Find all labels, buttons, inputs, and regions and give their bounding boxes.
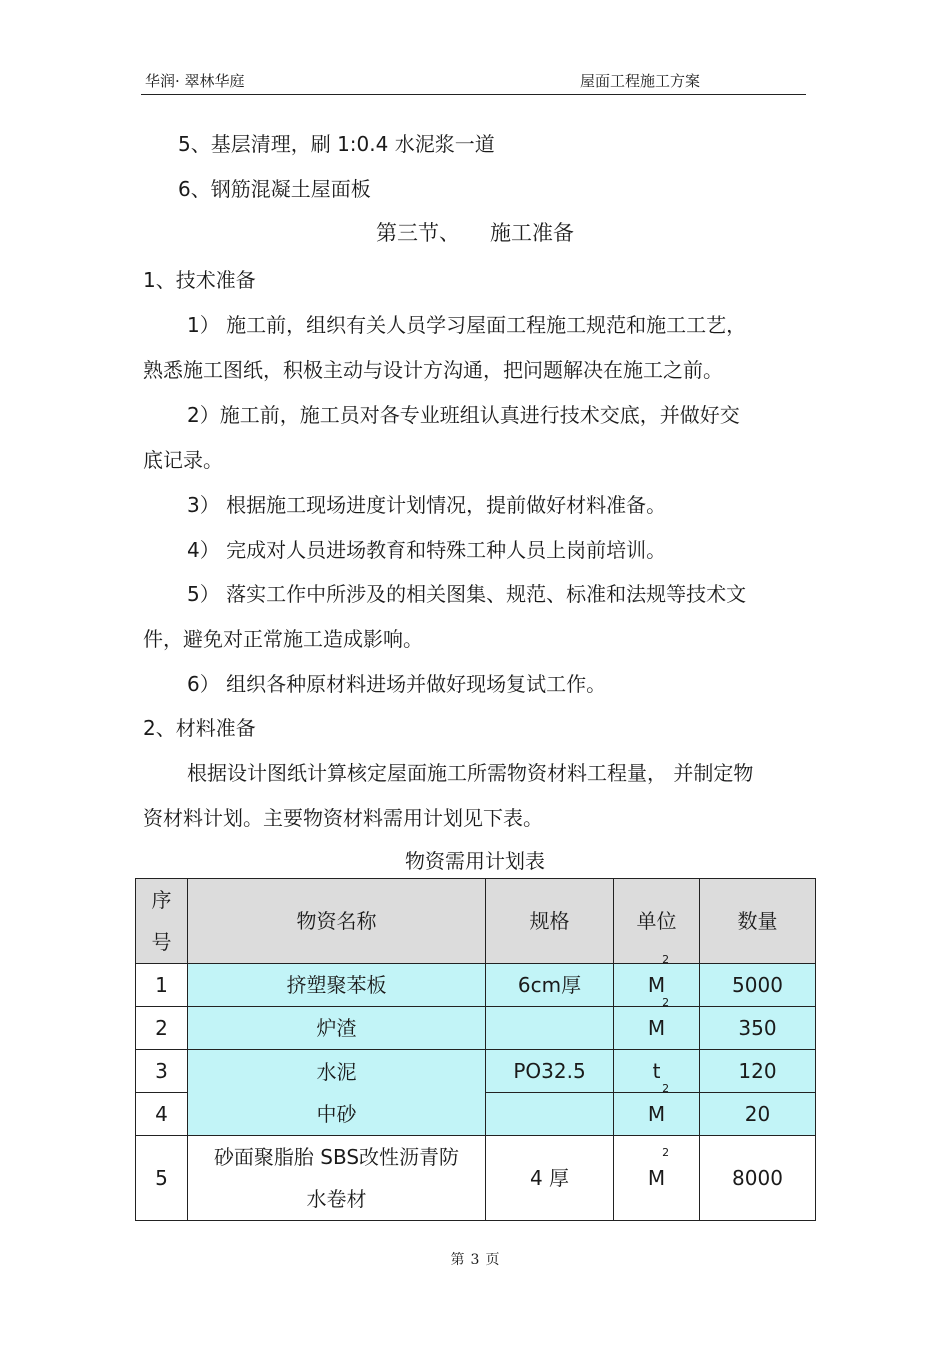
cell-qty: 8000 — [700, 1136, 816, 1221]
table-title: 物资需用计划表 — [405, 849, 545, 873]
cell-name: 挤塑聚苯板 — [188, 964, 486, 1007]
cell-unit: M 2 — [614, 1007, 700, 1050]
cell-name: 砂面聚脂胎 SBS改性沥青防 水卷材 — [188, 1136, 486, 1221]
header-spec: 规格 — [486, 879, 614, 964]
cell-seq: 1 — [136, 964, 188, 1007]
cell-unit: M 2 — [614, 964, 700, 1007]
cell-name-group — [188, 1050, 486, 1136]
header-qty: 数量 — [700, 879, 816, 964]
table-row — [136, 1136, 816, 1221]
item-roof-slab: 6、钢筋混凝土屋面板 — [178, 177, 371, 201]
cell-qty: 5000 — [700, 964, 816, 1007]
section-heading — [0, 220, 950, 246]
cell-qty: 120 — [700, 1050, 816, 1093]
paragraph-6: 6） 组织各种原材料进场并做好现场复试工作。 — [187, 672, 607, 696]
material-plan-table — [135, 878, 816, 1221]
header-divider — [141, 94, 806, 95]
cell-name: 中砂 — [316, 1101, 357, 1126]
cell-name: 炉渣 — [188, 1007, 486, 1050]
section-number: 第三节、 — [376, 221, 460, 245]
cell-seq: 4 — [136, 1093, 188, 1136]
cell-qty: 350 — [700, 1007, 816, 1050]
cell-spec: 6cm厚 — [486, 964, 614, 1007]
item-base-cleaning: 5、基层清理，刷 1:0.4 水泥浆一道 — [178, 132, 495, 156]
paragraph-5-line-2: 件，避免对正常施工造成影响。 — [143, 627, 423, 651]
table-header-row — [136, 879, 816, 964]
paragraph-1-line-2: 熟悉施工图纸，积极主动与设计方沟通，把问题解决在施工之前。 — [143, 358, 723, 382]
header-name: 物资名称 — [188, 879, 486, 964]
cell-unit: t — [614, 1050, 700, 1093]
header-document-title: 屋面工程施工方案 — [580, 72, 701, 90]
page-number: 第 3 页 — [450, 1252, 500, 1268]
paragraph-2-line-1: 2）施工前，施工员对各专业班组认真进行技术交底，并做好交 — [187, 403, 740, 427]
subheading-technical-prep: 1、技术准备 — [143, 268, 256, 292]
cell-seq: 5 — [136, 1136, 188, 1221]
paragraph-2-line-2: 底记录。 — [143, 448, 223, 472]
cell-seq: 3 — [136, 1050, 188, 1093]
cell-spec: 4 厚 — [486, 1136, 614, 1221]
cell-unit: M 2 — [614, 1093, 700, 1136]
cell-seq: 2 — [136, 1007, 188, 1050]
header-project-name: 华润· 翠林华庭 — [145, 72, 245, 90]
paragraph-5-line-1: 5） 落实工作中所涉及的相关图集、规范、标准和法规等技术文 — [187, 582, 747, 606]
header-unit: 单位 — [614, 879, 700, 964]
paragraph-7-line-1: 根据设计图纸计算核定屋面施工所需物资材料工程量， 并制定物 — [187, 761, 754, 785]
cell-qty: 20 — [700, 1093, 816, 1136]
paragraph-1-line-1: 1） 施工前，组织有关人员学习屋面工程施工规范和施工工艺， — [187, 313, 747, 337]
header-seq: 序 号 — [136, 879, 188, 964]
paragraph-4: 4） 完成对人员进场教育和特殊工种人员上岗前培训。 — [187, 538, 667, 562]
cell-spec — [486, 1093, 614, 1136]
subheading-material-prep: 2、材料准备 — [143, 716, 256, 740]
paragraph-7-line-2: 资材料计划。主要物资材料需用计划见下表。 — [143, 806, 543, 830]
table-row — [136, 1007, 816, 1050]
table-row — [136, 964, 816, 1007]
cell-spec: PO32.5 — [486, 1050, 614, 1093]
cell-spec — [486, 1007, 614, 1050]
section-title: 施工准备 — [490, 221, 574, 245]
table-row — [136, 1050, 816, 1093]
cell-name: 水泥 — [316, 1059, 357, 1084]
cell-unit: M 2 — [614, 1136, 700, 1221]
paragraph-3: 3） 根据施工现场进度计划情况，提前做好材料准备。 — [187, 493, 667, 517]
